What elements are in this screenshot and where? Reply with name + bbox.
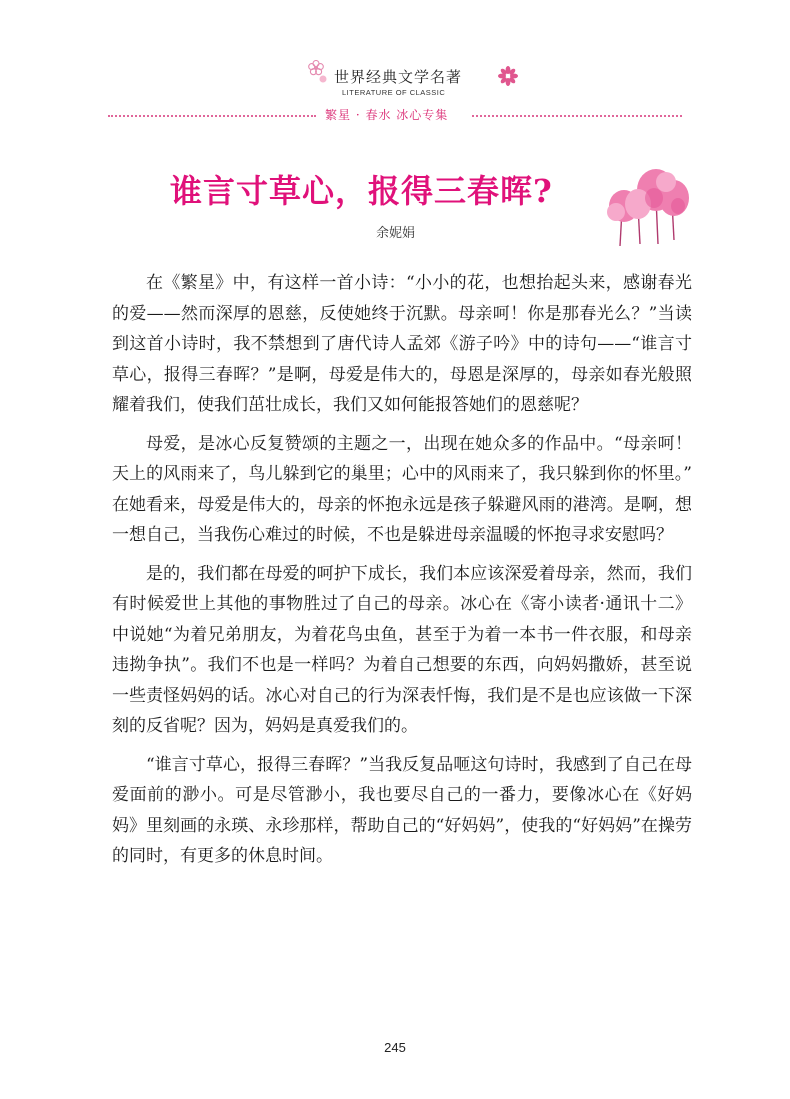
paragraph: 在《繁星》中，有这样一首小诗：“小小的花，也想抬起头来，感谢春光的爱——然而深厚的恩慈，反使她终于沉默。母亲呵！你是那春光么？”当读到这首小诗时，我不禁想到了唐代诗人孟郊《游子吟》中的诗句——“谁言寸草心，报得三春晖？”是啊，母爱是伟大的，母恩是深厚的，母亲如春光般照耀着我们，使我们茁壮成长，我们又如何能报答她们的恩慈呢？	[112, 273, 692, 415]
article-body	[112, 268, 692, 880]
paragraph: 母爱，是冰心反复赞颂的主题之一，出现在她众多的作品中。“母亲呵！天上的风雨来了，鸟儿躲到它的巢里；心中的风雨来了，我只躲到你的怀里。” 在她看来，母爱是伟大的，母亲的怀抱永远是孩子躲避风雨的港湾。是啊，想一想自己，当我伤心难过的时候，不也是躲进母亲温暖的怀抱寻求安慰吗？	[112, 433, 692, 545]
book-series-subtitle: LITERATURE OF CLASSIC	[342, 88, 446, 97]
flower-icon	[498, 66, 518, 86]
paragraph: 是的，我们都在母爱的呵护下成长，我们本应该深爱着母亲，然而，我们有时候爱世上其他的事物胜过了自己的母亲。冰心在《寄小读者·通讯十二》中说她“为着兄弟朋友，为着花鸟虫鱼，甚至于为着一本书一件衣服，和母亲违拗争执”。我们不也是一样吗？为着自己想要的东西，向妈妈撒娇，甚至说一些责怪妈妈的话。冰心对自己的行为深表忏悔，我们是不是也应该做一下深刻的反省呢？因为，妈妈是真爱我们的。	[112, 563, 692, 736]
header-divider-left	[108, 115, 316, 117]
book-series-title: 世界经典文学名著	[334, 68, 463, 86]
header-divider-right	[472, 115, 682, 117]
collection-label: 繁星 · 春水 冰心专集	[325, 108, 449, 122]
page-number: 245	[384, 1040, 406, 1055]
article-title: 谁言寸草心，报得三春晖?	[170, 172, 553, 210]
article-author: 余妮娟	[376, 226, 416, 241]
paragraph: “谁言寸草心，报得三春晖？”当我反复品咂这句诗时，我感到了自己在母爱面前的渺小。可是尽管渺小，我也要尽自己的一番力，要像冰心在《好妈妈》里刻画的永瑛、永珍那样，帮助自己的“好妈妈”，使我的“好妈妈”在操劳的同时，有更多的休息时间。	[112, 754, 692, 866]
flower-icon	[318, 74, 328, 84]
pink-trees-icon	[604, 168, 690, 250]
page-header	[0, 58, 790, 128]
